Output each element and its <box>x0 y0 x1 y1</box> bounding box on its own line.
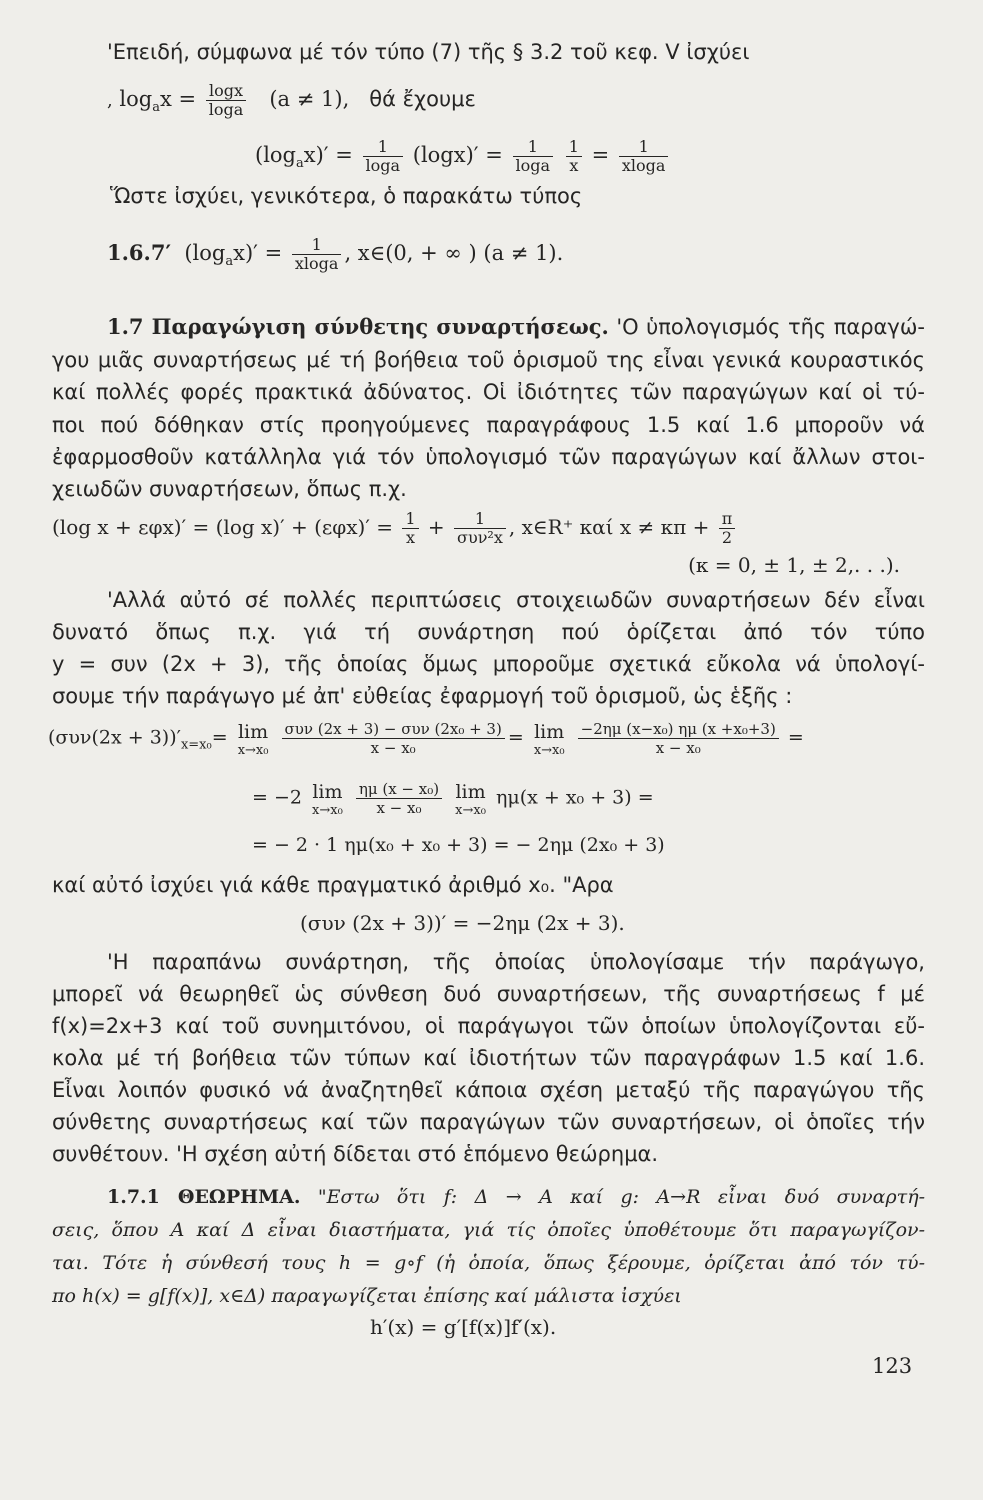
theorem-formula: h′(x) = g′[f(x)]f′(x). <box>370 1315 557 1339</box>
derivation-line-3: = − 2 · 1 ημ(x₀ + x₀ + 3) = − 2ημ (2x₀ + 3) <box>252 834 665 856</box>
text-line: ποι πού δόθηκαν στίς προηγούμενες παραγράφους 1.5 καί 1.6 μποροῦν νά <box>52 413 925 437</box>
section-heading: 1.7 Παραγώγιση σύνθετης συναρτήσεως. <box>107 314 609 339</box>
text-line: σουμε τήν παράγωγο μέ ἀπ' εὐθείας ἐφαρμογή τοῦ ὁρισμοῦ, ὡς ἑξῆς : <box>52 684 793 708</box>
text-line: Εἶναι λοιπόν φυσικό νά ἀναζητηθεῖ κάποια σχέση μεταξύ τῆς παραγώγου τῆς <box>52 1078 925 1102</box>
text-line: γου μιᾶς συναρτήσεως μέ τή βοήθεια τοῦ ὁρισμοῦ της εἶναι γενικά κουραστικός <box>52 348 925 372</box>
fraction: $\frac{\log x}{\log a}$ <box>206 82 247 119</box>
formula-example-cond: (κ = 0, ± 1, ± 2,. . .). <box>688 553 900 577</box>
formula-1-6-7: 1.6.7′ $(\log_ax)'$ = $\frac{1}{xloga}$ , x∈(0, + ∞ ) (a ≠ 1). <box>107 235 564 273</box>
text-line: σύνθετης συναρτήσεως καί τῶν παραγώγων τῶν συναρτήσεων, οἱ ὁποῖες τήν <box>52 1110 925 1134</box>
text-line: ἐφαρμοσθοῦν κατάλληλα γιά τόν ὑπολογισμό τῶν παραγώγων καί ἄλλων στοι- <box>52 445 925 469</box>
text-line: 'Αλλά αὐτό σέ πολλές περιπτώσεις στοιχειωδῶν συναρτήσεων δέν εἶναι <box>107 588 925 612</box>
section-1-7-heading-line: 1.7 Παραγώγιση σύνθετης συναρτήσεως. 'Ο ὑπολογισμός τῆς παραγώ- <box>107 314 925 339</box>
formula-log-derivative: $(\log_ax)'$ = $\frac{1}{\log a}$ (logx)′ = $\frac{1}{\log a}$ $\frac{1}{x}$ = $\frac{1}{xloga}$ <box>255 138 983 175</box>
text-line: δυνατό ὅπως π.χ. γιά τή συνάρτηση πού ὁρίζεται ἀπό τόν τύπο <box>52 620 925 644</box>
text-line: f(x)=2x+3 καί τοῦ συνημιτόνου, οἱ παράγωγοι τῶν ὁποίων ὑπολογίζονται εὔ- <box>52 1014 925 1038</box>
text-line: καί αὐτό ἰσχύει γιά κάθε πραγματικό ἀριθμό x₀. "Αρα <box>52 873 614 897</box>
formula-example: (log x + εφx)′ = (log x)′ + (εφx)′ = $\frac{1}{x}$ + $\frac{1}{\text{συν²x}}$ , x∈R⁺ καί x ≠ κπ + $\frac{\pi}{2}$ <box>52 510 870 547</box>
text-line: Ὥστε ἰσχύει, γενικότερα, ὁ παρακάτω τύπος <box>110 184 583 208</box>
text-line: 'Επειδή, σύμφωνα μέ τόν τύπο (7) τῆς § 3.2 τοῦ κεφ. V ἰσχύει <box>107 40 750 64</box>
formula-log-definition: , $\log_ax$ = $\frac{\log x}{\log a}$ (a ≠ 1), θά ἔχουμε <box>107 81 476 119</box>
text-line: κολα μέ τή βοήθεια τῶν τύπων καί ἰδιοτήτων τῶν παραγράφων 1.5 καί 1.6. <box>52 1046 925 1070</box>
text-line: καί πολλές φορές πρακτικά ἀδύνατος. Οἱ ἰδιότητες τῶν παραγώγων καί οἱ τύ- <box>52 380 925 404</box>
text-line: χειωδῶν συναρτήσεων, ὅπως π.χ. <box>52 477 407 501</box>
text-line: συνθέτουν. 'Η σχέση αὐτή δίδεται στό ἑπόμενο θεώρημα. <box>52 1142 659 1166</box>
theorem-line: 1.7.1 ΘΕΩΡΗΜΑ. "Εστω ὅτι f: Δ → A καί g: A→R εἶναι δυό συναρτή- <box>107 1186 925 1208</box>
text-line: 'Η παραπάνω συνάρτηση, τῆς ὁποίας ὑπολογίσαμε τήν παράγωγο, <box>107 950 925 974</box>
text-line: μπορεῖ νά θεωρηθεῖ ὡς σύνθεση δυό συναρτήσεων, τῆς συναρτήσεως f μέ <box>52 982 925 1006</box>
theorem-line: σεις, ὅπου A καί Δ εἶναι διαστήματα, γιά τίς ὁποῖες ὑποθέτουμε ὅτι παραγωγίζον- <box>52 1219 925 1241</box>
page-number: 123 <box>872 1354 913 1378</box>
derivation-line-1: $(\sigma\upsilon\nu(2x + 3))'_{x=x_0}= \lim$ x→x₀ $\frac{\text{συν (2x + 3) − συν (2x₀ + 3)}}{\text{x − x₀}}$ = lim x→x₀ $\frac{\text{−2ημ (x−x₀) ημ (x +x₀+3)}}{\text{x − x₀}}$ = <box>48 720 804 758</box>
theorem-line: πο h(x) = g[f(x)], x∈Δ) παραγωγίζεται ἐπίσης καί μάλιστα ἰσχύει <box>52 1285 682 1307</box>
derivation-line-2: = −2 lim x→x₀ $\frac{\text{ημ (x − x₀)}}{\text{x − x₀}}$ lim x→x₀ ημ(x + x₀ + 3) = <box>252 780 654 818</box>
text-line: y = συν (2x + 3), τῆς ὁποίας ὅμως μποροῦμε σχετικά εὔκολα νά ὑπολογί- <box>52 652 925 676</box>
formula-result: (συν (2x + 3))′ = −2ημ (2x + 3). <box>300 911 625 935</box>
theorem-line: ται. Τότε ἡ σύνθεσή τους h = g∘f (ἡ ὁποία, ὅπως ξέρουμε, ὁρίζεται ἀπό τόν τύ- <box>52 1252 925 1274</box>
theorem-heading: 1.7.1 ΘΕΩΡΗΜΑ. <box>107 1186 301 1208</box>
